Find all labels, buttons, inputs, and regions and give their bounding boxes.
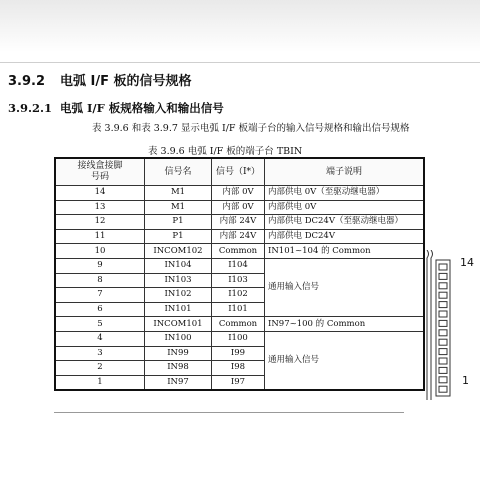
- cell-signal: I100: [212, 331, 265, 346]
- cell-signal-name: IN100: [145, 331, 212, 346]
- cell-terminal-number: 7: [55, 288, 145, 303]
- table-row: [55, 244, 424, 259]
- header-description: 端子说明: [265, 158, 425, 186]
- cell-terminal-number: 1: [55, 375, 145, 390]
- cell-signal-name: M1: [145, 200, 212, 215]
- cell-terminal-number: 2: [55, 361, 145, 376]
- terminal-pin: [439, 339, 447, 345]
- header-terminal-line1: 接线盒接脚: [77, 161, 123, 171]
- terminal-pin: [439, 386, 447, 392]
- cell-terminal-number: 14: [55, 186, 145, 201]
- cell-terminal-number: 11: [55, 229, 145, 244]
- cell-signal-name: IN97: [145, 375, 212, 390]
- header-signal: 信号（I*）: [212, 158, 265, 186]
- header-terminal-number: [55, 158, 145, 186]
- cell-description: IN101~104 的 Common: [265, 244, 425, 259]
- table-caption: 表 3.9.6 电弧 I/F 板的端子台 TBIN: [148, 146, 303, 157]
- cell-signal-name: IN104: [145, 258, 212, 273]
- intro-paragraph: 表 3.9.6 和表 3.9.7 显示电弧 I/F 板端子台的输入信号规格和输出信号规格: [92, 123, 410, 134]
- terminal-pin: [439, 302, 447, 308]
- cell-description: 内部供电 DC24V: [265, 229, 425, 244]
- table-header-row: [55, 158, 424, 186]
- cell-signal: I98: [212, 361, 265, 376]
- table-row: [55, 186, 424, 201]
- subsection-title: 电弧 I/F 板规格输入和输出信号: [60, 101, 224, 115]
- cell-description: 内部供电 0V（至驱动继电器）: [265, 186, 425, 201]
- terminal-pin: [439, 292, 447, 298]
- cell-signal-name: IN98: [145, 361, 212, 376]
- cell-signal-name: IN102: [145, 288, 212, 303]
- cell-description: 内部供电 0V: [265, 200, 425, 215]
- terminal-pin: [439, 311, 447, 317]
- cell-signal-name: IN99: [145, 346, 212, 361]
- terminal-label-bottom: 1: [462, 374, 469, 387]
- cell-signal: I104: [212, 258, 265, 273]
- cell-signal: Common: [212, 317, 265, 332]
- cell-terminal-number: 3: [55, 346, 145, 361]
- cell-signal: 内部 0V: [212, 200, 265, 215]
- header-terminal-line2: 号码: [90, 172, 109, 182]
- table-row: [55, 317, 424, 332]
- terminal-block-diagram: [424, 250, 480, 400]
- table-row: [55, 229, 424, 244]
- terminal-pin: [439, 283, 447, 289]
- table-row: [55, 258, 424, 273]
- page-top-edge: [0, 0, 480, 52]
- cell-signal: I97: [212, 375, 265, 390]
- cell-signal: I101: [212, 302, 265, 317]
- terminal-pin: [439, 367, 447, 373]
- table-row: [55, 200, 424, 215]
- cell-terminal-number: 6: [55, 302, 145, 317]
- cell-description: 内部供电 DC24V（至驱动继电器）: [265, 215, 425, 230]
- section-title: 电弧 I/F 板的信号规格: [60, 74, 192, 89]
- terminal-pin: [439, 320, 447, 326]
- terminal-pin: [439, 264, 447, 270]
- header-rule: [0, 62, 480, 63]
- cell-signal-name: INCOM101: [145, 317, 212, 332]
- cell-terminal-number: 13: [55, 200, 145, 215]
- cell-description-group: 通用输入信号: [265, 331, 425, 390]
- cell-signal: 内部 24V: [212, 229, 265, 244]
- cell-signal: 内部 24V: [212, 215, 265, 230]
- cell-signal: 内部 0V: [212, 186, 265, 201]
- cell-signal-name: P1: [145, 229, 212, 244]
- terminal-pin: [439, 273, 447, 279]
- bottom-rule: [54, 412, 404, 413]
- terminal-pin: [439, 358, 447, 364]
- cell-signal: I102: [212, 288, 265, 303]
- cell-signal: I103: [212, 273, 265, 288]
- cell-signal-name: INCOM102: [145, 244, 212, 259]
- subsection-heading: [8, 100, 224, 116]
- terminal-pin: [439, 349, 447, 355]
- cell-terminal-number: 12: [55, 215, 145, 230]
- cell-signal: Common: [212, 244, 265, 259]
- terminal-label-top: 14: [460, 256, 474, 269]
- terminal-pin: [439, 330, 447, 336]
- section-number: 3.9.2: [8, 74, 46, 89]
- cell-terminal-number: 5: [55, 317, 145, 332]
- subsection-number: 3.9.2.1: [8, 101, 53, 115]
- cell-terminal-number: 9: [55, 258, 145, 273]
- cell-terminal-number: 8: [55, 273, 145, 288]
- header-signal-name: 信号名: [145, 158, 212, 186]
- cell-terminal-number: 4: [55, 331, 145, 346]
- cell-signal-name: P1: [145, 215, 212, 230]
- cell-signal-name: IN101: [145, 302, 212, 317]
- cell-terminal-number: 10: [55, 244, 145, 259]
- table-row: [55, 331, 424, 346]
- cell-signal-name: IN103: [145, 273, 212, 288]
- table-row: [55, 215, 424, 230]
- cell-signal: I99: [212, 346, 265, 361]
- signal-table: [54, 157, 425, 391]
- terminal-pin: [439, 377, 447, 383]
- terminal-strip-drawing: [424, 250, 452, 400]
- section-heading: [8, 70, 192, 89]
- cell-description: IN97~100 的 Common: [265, 317, 425, 332]
- cell-signal-name: M1: [145, 186, 212, 201]
- cell-description-group: 通用输入信号: [265, 258, 425, 316]
